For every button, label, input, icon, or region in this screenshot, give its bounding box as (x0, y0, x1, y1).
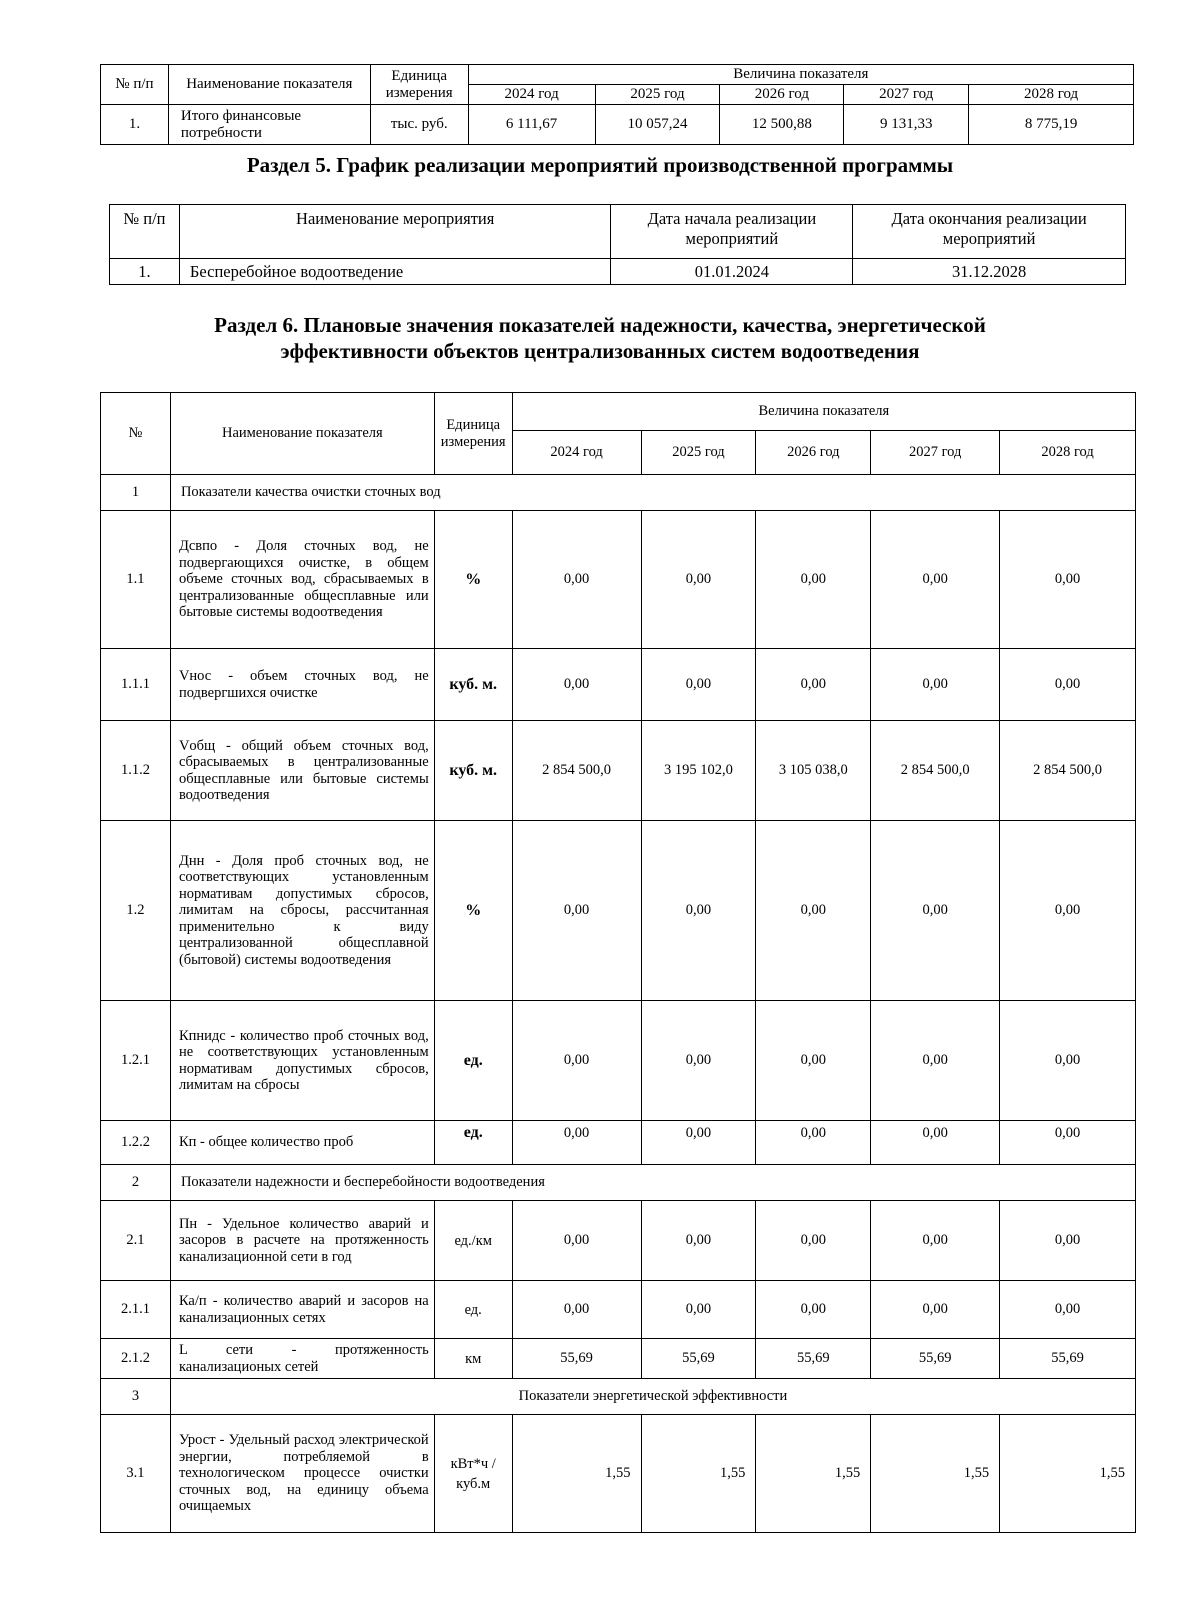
header-year: 2025 год (595, 85, 720, 105)
header-year: 2026 год (756, 431, 871, 475)
header-year: 2028 год (969, 85, 1134, 105)
table-row (101, 1339, 1136, 1379)
row-unit: кВт*ч / куб.м (434, 1415, 512, 1533)
row-num: 2.1.1 (101, 1281, 171, 1339)
table-row (110, 259, 1126, 285)
header-unit: Единица измерения (434, 393, 512, 475)
row-value: 0,00 (641, 821, 756, 1001)
row-value: 2 854 500,0 (512, 721, 641, 821)
section6-title-line2: эффективности объектов централизованных систем водоотведения (280, 339, 920, 363)
row-name: Кпнидс - количество проб сточных вод, не соответствующих установленным нормативам допустимых сбросов, лимитам на сбросы (170, 1001, 434, 1121)
table-row (101, 1281, 1136, 1339)
table-row (101, 105, 1134, 145)
row-value: 0,00 (512, 1121, 641, 1165)
row-value: 8 775,19 (969, 105, 1134, 145)
row-value: 0,00 (756, 511, 871, 649)
header-event-name: Наименование мероприятия (179, 205, 611, 259)
row-value: 0,00 (871, 1121, 1000, 1165)
row-start-date: 01.01.2024 (611, 259, 853, 285)
table-row (101, 1201, 1136, 1281)
indicators-table (100, 392, 1136, 1533)
header-year: 2024 год (468, 85, 595, 105)
row-value: 0,00 (1000, 511, 1136, 649)
row-value: 2 854 500,0 (871, 721, 1000, 821)
row-value: 0,00 (871, 1281, 1000, 1339)
row-value: 0,00 (641, 1201, 756, 1281)
row-value: 55,69 (871, 1339, 1000, 1379)
row-num: 2.1 (101, 1201, 171, 1281)
row-name: Итого финансовые потребности (168, 105, 370, 145)
row-value: 0,00 (512, 649, 641, 721)
section5-title: Раздел 5. График реализации мероприятий производственной программы (246, 153, 954, 177)
row-num: 1.1 (101, 511, 171, 649)
row-value: 9 131,33 (844, 105, 969, 145)
header-unit: Единица измерения (370, 65, 468, 105)
row-value: 0,00 (641, 1121, 756, 1165)
header-year: 2026 год (720, 85, 844, 105)
row-value: 0,00 (871, 821, 1000, 1001)
row-value: 0,00 (871, 649, 1000, 721)
row-num: 1.2 (101, 821, 171, 1001)
header-name: Наименование показателя (170, 393, 434, 475)
row-name: Урост - Удельный расход электрической энергии, потребляемой в технологическом процессе очистки сточных вод, на единицу объема очищаемых (170, 1415, 434, 1533)
row-value: 0,00 (871, 1001, 1000, 1121)
table-row (101, 649, 1136, 721)
row-value: 0,00 (756, 1001, 871, 1121)
header-value: Величина показателя (468, 65, 1133, 85)
row-value: 0,00 (756, 1121, 871, 1165)
schedule-table (109, 204, 1126, 285)
row-name: Ка/п - количество аварий и засоров на канализационных сетях (170, 1281, 434, 1339)
group-num: 3 (101, 1379, 171, 1415)
header-year: 2027 год (844, 85, 969, 105)
row-value: 0,00 (871, 1201, 1000, 1281)
row-name: Дсвпо - Доля сточных вод, не подвергающихся очистке, в общем объеме сточных вод, сбрасываемых в централизованные общесплавные или бытовые системы водоотведения (170, 511, 434, 649)
row-value: 0,00 (1000, 649, 1136, 721)
row-value: 0,00 (641, 511, 756, 649)
group-row (101, 1379, 1136, 1415)
row-num: 1. (110, 259, 180, 285)
group-row (101, 1165, 1136, 1201)
group-name: Показатели надежности и бесперебойности водоотведения (170, 1165, 1135, 1201)
row-unit: % (434, 511, 512, 649)
row-num: 1.1.1 (101, 649, 171, 721)
row-name: Кп - общее количество проб (170, 1121, 434, 1165)
row-value: 0,00 (641, 649, 756, 721)
row-value: 55,69 (756, 1339, 871, 1379)
row-value: 0,00 (1000, 1001, 1136, 1121)
row-value: 1,55 (512, 1415, 641, 1533)
header-name: Наименование показателя (168, 65, 370, 105)
row-value: 0,00 (641, 1281, 756, 1339)
row-unit: % (434, 821, 512, 1001)
group-name: Показатели энергетической эффективности (170, 1379, 1135, 1415)
row-num: 3.1 (101, 1415, 171, 1533)
row-value: 0,00 (512, 1001, 641, 1121)
row-value: 1,55 (1000, 1415, 1136, 1533)
row-value: 0,00 (512, 1201, 641, 1281)
row-value: 55,69 (641, 1339, 756, 1379)
row-value: 0,00 (1000, 1201, 1136, 1281)
row-name: Vобщ - общий объем сточных вод, сбрасываемых в централизованные общесплавные или бытовые системы водоотведения (170, 721, 434, 821)
table-row (101, 1415, 1136, 1533)
row-name: Пн - Удельное количество аварий и засоров в расчете на протяженность канализационной сети в год (170, 1201, 434, 1281)
row-value: 10 057,24 (595, 105, 720, 145)
row-value: 0,00 (512, 1281, 641, 1339)
row-unit: ед./км (434, 1201, 512, 1281)
row-num: 1.1.2 (101, 721, 171, 821)
row-num: 1.2.2 (101, 1121, 171, 1165)
row-value: 0,00 (756, 649, 871, 721)
financial-needs-table (100, 64, 1134, 145)
row-unit: ед. (434, 1121, 512, 1165)
row-value: 0,00 (756, 821, 871, 1001)
row-unit: ед. (434, 1281, 512, 1339)
table-row (101, 1001, 1136, 1121)
section6-title (0, 312, 1200, 364)
group-name: Показатели качества очистки сточных вод (170, 475, 1135, 511)
table-row (101, 821, 1136, 1001)
row-value: 55,69 (1000, 1339, 1136, 1379)
header-year: 2027 год (871, 431, 1000, 475)
row-name: Днн - Доля проб сточных вод, не соответствующих установленным нормативам допустимых сбросов, лимитам на сбросы, рассчитанная применительно к виду централизованной общесплавной (бытовой) системы водоотведения (170, 821, 434, 1001)
row-unit: ед. (434, 1001, 512, 1121)
row-value: 1,55 (756, 1415, 871, 1533)
row-value: 6 111,67 (468, 105, 595, 145)
table-row (101, 1121, 1136, 1165)
header-start-date: Дата начала реализации мероприятий (611, 205, 853, 259)
group-row (101, 475, 1136, 511)
section6-title-line1: Раздел 6. Плановые значения показателей надежности, качества, энергетической (214, 313, 986, 337)
header-num: № п/п (101, 65, 169, 105)
row-unit: куб. м. (434, 721, 512, 821)
row-value: 0,00 (1000, 1121, 1136, 1165)
row-num: 2.1.2 (101, 1339, 171, 1379)
row-value: 3 195 102,0 (641, 721, 756, 821)
table-row (101, 721, 1136, 821)
row-end-date: 31.12.2028 (853, 259, 1126, 285)
header-year: 2025 год (641, 431, 756, 475)
row-value: 1,55 (641, 1415, 756, 1533)
row-unit: тыс. руб. (370, 105, 468, 145)
row-value: 0,00 (512, 821, 641, 1001)
row-value: 0,00 (641, 1001, 756, 1121)
group-num: 1 (101, 475, 171, 511)
row-value: 0,00 (1000, 821, 1136, 1001)
row-num: 1. (101, 105, 169, 145)
row-value: 12 500,88 (720, 105, 844, 145)
header-end-date: Дата окончания реализации мероприятий (853, 205, 1126, 259)
row-unit: куб. м. (434, 649, 512, 721)
header-num: № (101, 393, 171, 475)
row-value: 0,00 (512, 511, 641, 649)
row-value: 3 105 038,0 (756, 721, 871, 821)
row-value: 0,00 (871, 511, 1000, 649)
row-value: 1,55 (871, 1415, 1000, 1533)
group-num: 2 (101, 1165, 171, 1201)
table-row (101, 511, 1136, 649)
row-value: 0,00 (756, 1281, 871, 1339)
header-num: № п/п (110, 205, 180, 259)
row-num: 1.2.1 (101, 1001, 171, 1121)
row-unit: км (434, 1339, 512, 1379)
header-year: 2028 год (1000, 431, 1136, 475)
row-name: Vнос - объем сточных вод, не подвергшихся очистке (170, 649, 434, 721)
row-name: Бесперебойное водоотведение (179, 259, 611, 285)
row-value: 0,00 (1000, 1281, 1136, 1339)
row-name: L сети - протяженность канализационых сетей (170, 1339, 434, 1379)
header-year: 2024 год (512, 431, 641, 475)
row-value: 2 854 500,0 (1000, 721, 1136, 821)
row-value: 55,69 (512, 1339, 641, 1379)
row-value: 0,00 (756, 1201, 871, 1281)
header-value: Величина показателя (512, 393, 1135, 431)
